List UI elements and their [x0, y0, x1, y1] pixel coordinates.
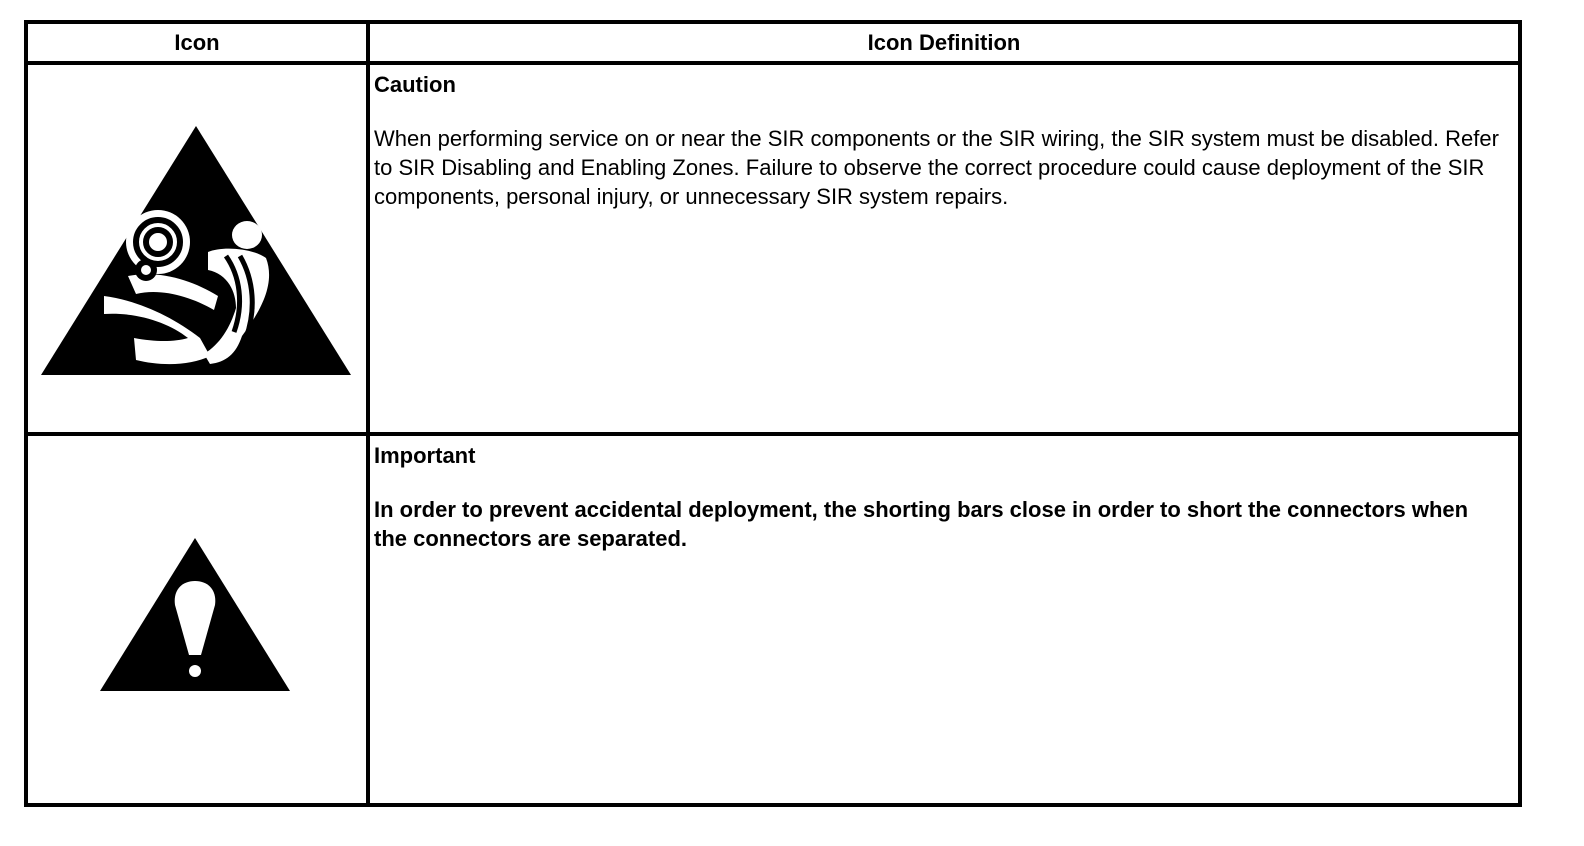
exclamation-warning-icon [99, 537, 291, 692]
caution-title: Caution [374, 72, 456, 97]
header-definition: Icon Definition [867, 29, 1021, 55]
header-divider [24, 61, 1522, 65]
important-text: In order to prevent accidental deployment, the shorting bars close in order to short the connectors when the connectors are separated. [374, 497, 1469, 551]
caution-text: When performing service on or near the SIR components or the SIR wiring, the SIR system must be disabled. Refer to SIR Disabling and Enabling Zones. Failure to observe the correct procedure could cause deployment of the SIR components, personal injury, or unnecessary SIR system repairs. [374, 126, 1499, 209]
header-icon: Icon [174, 29, 220, 55]
important-title: Important [374, 443, 476, 468]
row-divider [24, 432, 1522, 436]
important-definition [374, 441, 1504, 553]
column-divider [366, 20, 370, 807]
caution-definition [374, 70, 1504, 211]
sir-airbag-warning-icon [40, 124, 353, 377]
